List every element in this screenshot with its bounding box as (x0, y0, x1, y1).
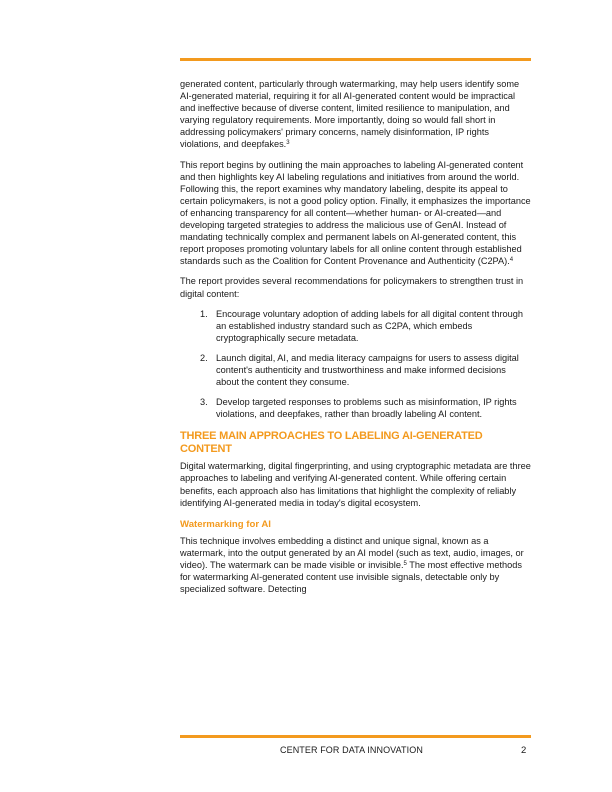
footnote-ref[interactable]: 5 (403, 560, 407, 567)
subsection-text-before: This technique involves embedding a distinct and unique signal, known as a watermark, into the output generated by an AI model (such as text, audio, images, or video). The watermark can be made visible or invisible. (180, 535, 524, 570)
recommendations-list (180, 308, 531, 421)
section-heading: THREE MAIN APPROACHES TO LABELING AI-GENERATED CONTENT (180, 430, 483, 456)
list-item (180, 308, 531, 344)
page-number: 2 (521, 745, 527, 756)
report-overview-text: This report begins by outlining the main approaches to labeling AI-generated content and then highlights key AI labeling regulations and initiatives from around the world. Following this, the report examines why mandatory labeling, despite its appeal to certain policymakers, is not a good policy option. Finally, it emphasizes the importance of enhancing transparency for all content—whether human- or AI-created—and developing targeted strategies to address the malicious use of GenAI. Instead of mandating technically complex and permanent labels on AI-generated content, this report proposes promoting voluntary labels for all online content through established standards such as the Coalition for Content Provenance and Authenticity (C2PA). (180, 159, 531, 267)
subsection-text-after: The most effective methods for watermarking AI-generated content use invisible signals, detectable only by specialized software. Detecting (180, 559, 522, 595)
intro-paragraph-text: generated content, particularly through watermarking, may help users identify some AI-generated material, requiring it for all AI-generated content would be impractical and ineffective because of diverse content, limited resilience to manipulation, and varying regulatory requirements. More importantly, doing so would fall short in addressing policymakers' primary concerns, namely disinformation, IP rights violations, and deepfakes. (180, 79, 520, 150)
intro-paragraph (180, 78, 531, 151)
footer-organization: CENTER FOR DATA INNOVATION (280, 745, 423, 755)
footnote-ref[interactable]: 3 (286, 140, 290, 147)
list-number: 2. (200, 352, 208, 363)
subsection-paragraph (180, 535, 531, 595)
recommendations-intro: The report provides several recommendations for policymakers to strengthen trust in digital content: (180, 276, 524, 299)
list-item-text: Encourage voluntary adoption of adding labels for all digital content through an established industry standard such as C2PA, which embeds cryptographically secure metadata. (216, 308, 523, 343)
list-item-text: Launch digital, AI, and media literacy campaigns for users to assess digital content's authenticity and trustworthiness and make informed decisions about the content they consume. (216, 352, 519, 388)
subsection-heading: Watermarking for AI (180, 518, 271, 530)
header-rule (180, 58, 531, 61)
footnote-ref[interactable]: 4 (509, 257, 514, 264)
page-body (180, 78, 531, 603)
list-item (180, 352, 531, 388)
list-item (180, 396, 531, 420)
section-paragraph: Digital watermarking, digital fingerprinting, and using cryptographic metadata are three approaches to labeling and verifying AI-generated content. While offering certain benefits, each approach also has limitations that highlight the complexity of reliably identifying AI-generated media in today's digital ecosystem. (180, 461, 531, 508)
report-overview-paragraph (180, 159, 531, 268)
list-number: 3. (200, 397, 208, 408)
footer-rule (180, 735, 531, 738)
list-number: 1. (200, 308, 208, 319)
list-item-text: Develop targeted responses to problems such as misinformation, IP rights violations, and deepfakes, rather than broadly labeling AI content. (216, 397, 517, 420)
